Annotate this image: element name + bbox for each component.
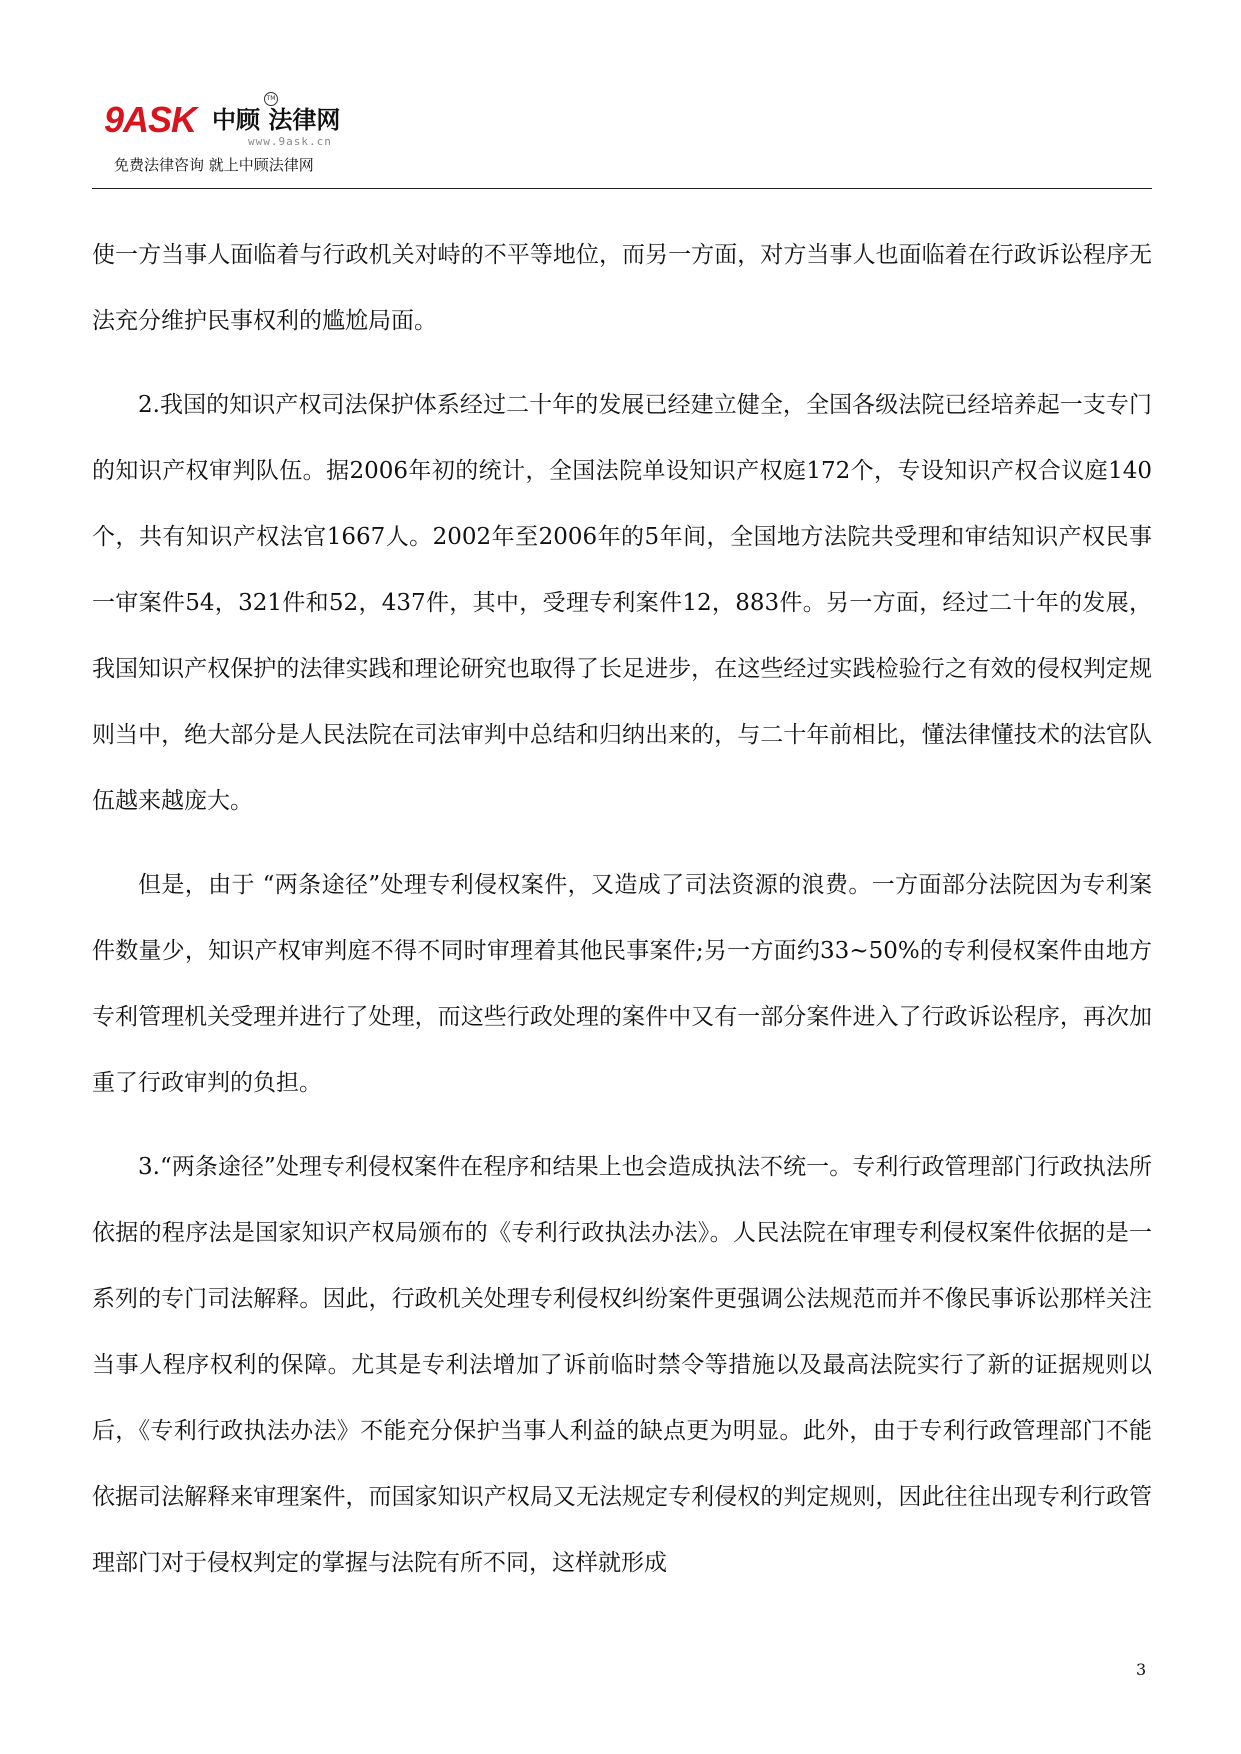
logo-brand-text: 9ASK [104,99,197,140]
paragraph-point-2: 2.我国的知识产权司法保护体系经过二十年的发展已经建立健全，全国各级法院已经培养起一支专门的知识产权审判队伍。据2006年初的统计，全国法院单设知识产权庭172个，专设知识产权合议庭140个，共有知识产权法官1667人。2002年至2006年的5年间，全国地方法院共受理和审结知识产权民事一审案件54，321件和52，437件，其中，受理专利案件12，883件。另一方面，经过二十年的发展，我国知识产权保护的法律实践和理论研究也取得了长足进步，在这些经过实践检验行之有效的侵权判定规则当中，绝大部分是人民法院在司法审判中总结和归纳出来的，与二十年前相比，懂法律懂技术的法官队伍越来越庞大。 [92,392,1152,814]
header-divider [92,188,1152,189]
logo-url: www.9ask.cn [248,135,332,148]
document-body [92,222,1152,1596]
site-logo[interactable] [104,92,384,182]
paragraph-point-3: 3.“两条途径”处理专利侵权案件在程序和结果上也会造成执法不统一。专利行政管理部门行政执法所依据的程序法是国家知识产权局颁布的《专利行政执法办法》。人民法院在审理专利侵权案件依据的是一系列的专门司法解释。因此，行政机关处理专利侵权纠纷案件更强调公法规范而并不像民事诉讼那样关注当事人程序权利的保障。尤其是专利法增加了诉前临时禁令等措施以及最高法院实行了新的证据规则以后，《专利行政执法办法》不能充分保护当事人利益的缺点更为明显。此外，由于专利行政管理部门不能依据司法解释来审理案件，而国家知识产权局又无法规定专利侵权的判定规则，因此往往出现专利行政管理部门对于侵权判定的掌握与法院有所不同，这样就形成 [92,1154,1152,1576]
paragraph-continuation: 使一方当事人面临着与行政机关对峙的不平等地位，而另一方面，对方当事人也面临着在行政诉讼程序无法充分维护民事权利的尴尬局面。 [92,242,1152,334]
paragraph-judicial-resources: 但是，由于 “两条途径”处理专利侵权案件，又造成了司法资源的浪费。一方面部分法院因为专利案件数量少，知识产权审判庭不得不同时审理着其他民事案件;另一方面约33~50%的专利侵权案件由地方专利管理机关受理并进行了处理，而这些行政处理的案件中又有一部分案件进入了行政诉讼程序，再次加重了行政审判的负担。 [92,872,1152,1096]
logo-slogan: 免费法律咨询 就上中顾法律网 [114,156,314,174]
page-header [92,92,1152,188]
trademark-icon: TM [264,92,278,106]
page-number: 3 [1136,1660,1147,1679]
logo-chinese-name: 中顾 法律网 [212,106,341,134]
